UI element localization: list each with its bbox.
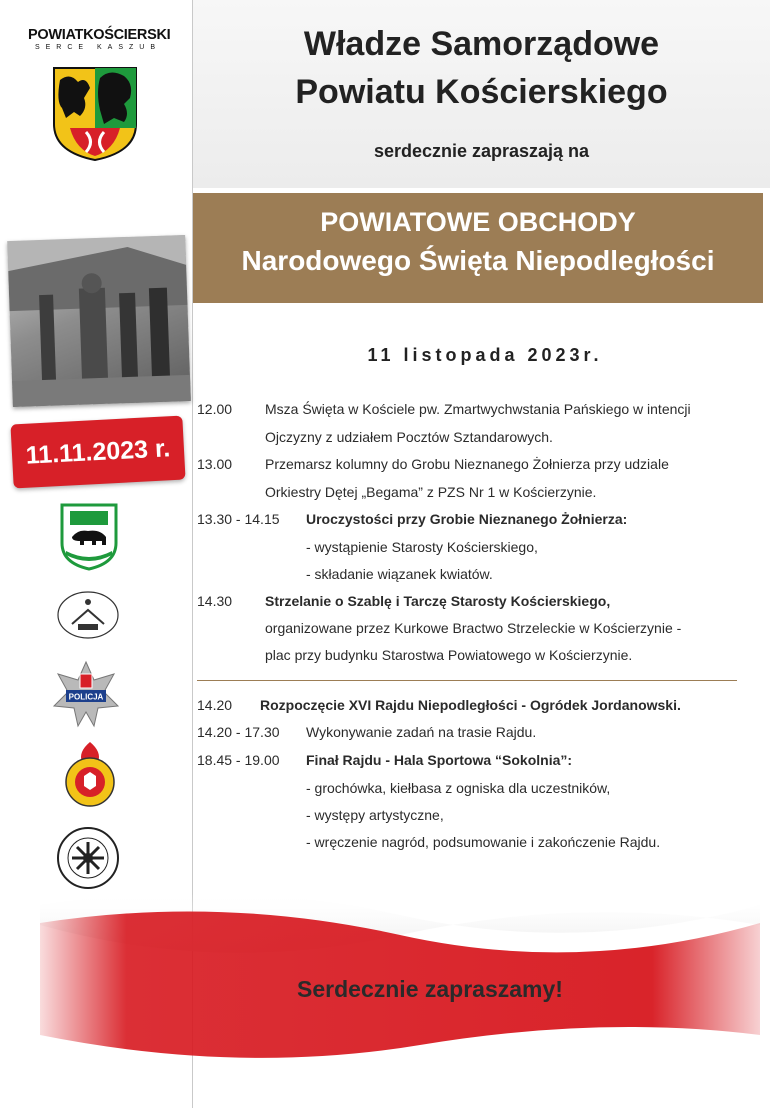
date-badge-text: 11.11.2023 r.: [25, 433, 171, 470]
page-title-line1: Władze Samorządowe: [303, 25, 660, 63]
rally-time: 14.20 - 17.30: [197, 724, 280, 740]
schedule-item: - składanie wiązanek kwiatów.: [306, 566, 493, 582]
rally-item: - grochówka, kiełbasa z ogniska dla uczestników,: [306, 780, 611, 796]
rally-title: Rozpoczęcie XVI Rajdu Niepodległości - Ogródek Jordanowski.: [260, 697, 681, 713]
schedule-time: 13.30 - 14.15: [197, 511, 280, 527]
schedule-time: 12.00: [197, 401, 233, 417]
schedule-title: Uroczystości przy Grobie Nieznanego Żołnierza:: [306, 511, 628, 527]
schedule-time: 14.30: [197, 593, 233, 609]
rally-text: Wykonywanie zadań na trasie Rajdu.: [306, 724, 537, 740]
schedule-text: Przemarsz kolumny do Grobu Nieznanego Żołnierza przy udziale: [265, 456, 669, 472]
event-date: 11 listopada 2023r.: [367, 345, 603, 365]
page-subtitle: serdecznie zapraszają na: [373, 141, 590, 161]
fire-brigade-emblem-icon: [62, 740, 118, 810]
schedule-title: Strzelanie o Szablę i Tarczę Starosty Kościerskiego,: [265, 593, 611, 609]
schedule-item: - wystąpienie Starosty Kościerskiego,: [306, 539, 538, 555]
schedule-text: Msza Święta w Kościele pw. Zmartwychwstania Pańskiego w intencji: [265, 401, 691, 417]
schedule-text: organizowane przez Kurkowe Bractwo Strzeleckie w Kościerzynie -: [265, 620, 682, 636]
schedule-text: plac przy budynku Starostwa Powiatowego w Kościerzynie.: [265, 647, 633, 663]
closing-text: Serdecznie zapraszamy!: [297, 976, 563, 1002]
rally-title: Finał Rajdu - Hala Sportowa “Sokolnia”:: [306, 752, 573, 768]
banner-line1: POWIATOWE OBCHODY: [320, 207, 636, 237]
police-star-icon: [52, 660, 120, 728]
culture-center-logo-icon: [56, 590, 120, 640]
rally-time: 18.45 - 19.00: [197, 752, 280, 768]
schedule-time: 13.00: [197, 456, 233, 472]
banner-line2: Narodowego Święta Niepodległości: [241, 245, 715, 276]
brand-name: POWIATKOŚCIERSKI: [28, 27, 171, 43]
event-banner: [193, 193, 763, 303]
historic-photo: [7, 235, 191, 407]
military-seal-icon: [56, 826, 120, 890]
schedule-text: Orkiestry Dętej „Begama” z PZS Nr 1 w Kościerzynie.: [265, 484, 597, 500]
date-badge: [10, 416, 185, 489]
police-label: POLICJA: [68, 692, 104, 702]
brand-logo: [28, 27, 171, 51]
county-coat-of-arms-icon: [52, 66, 138, 162]
brand-tagline: SERCE KASZUB: [34, 44, 162, 51]
section-divider: [197, 680, 737, 681]
rally-item: - występy artystyczne,: [306, 807, 444, 823]
schedule-text: Ojczyzny z udziałem Pocztów Sztandarowych.: [265, 429, 553, 445]
rally-item: - wręczenie nagród, podsumowanie i zakończenie Rajdu.: [306, 834, 661, 850]
koscierzyna-bear-crest-icon: [60, 503, 118, 571]
rally-time: 14.20: [197, 697, 233, 713]
page-title-line2: Powiatu Kościerskiego: [295, 73, 668, 111]
